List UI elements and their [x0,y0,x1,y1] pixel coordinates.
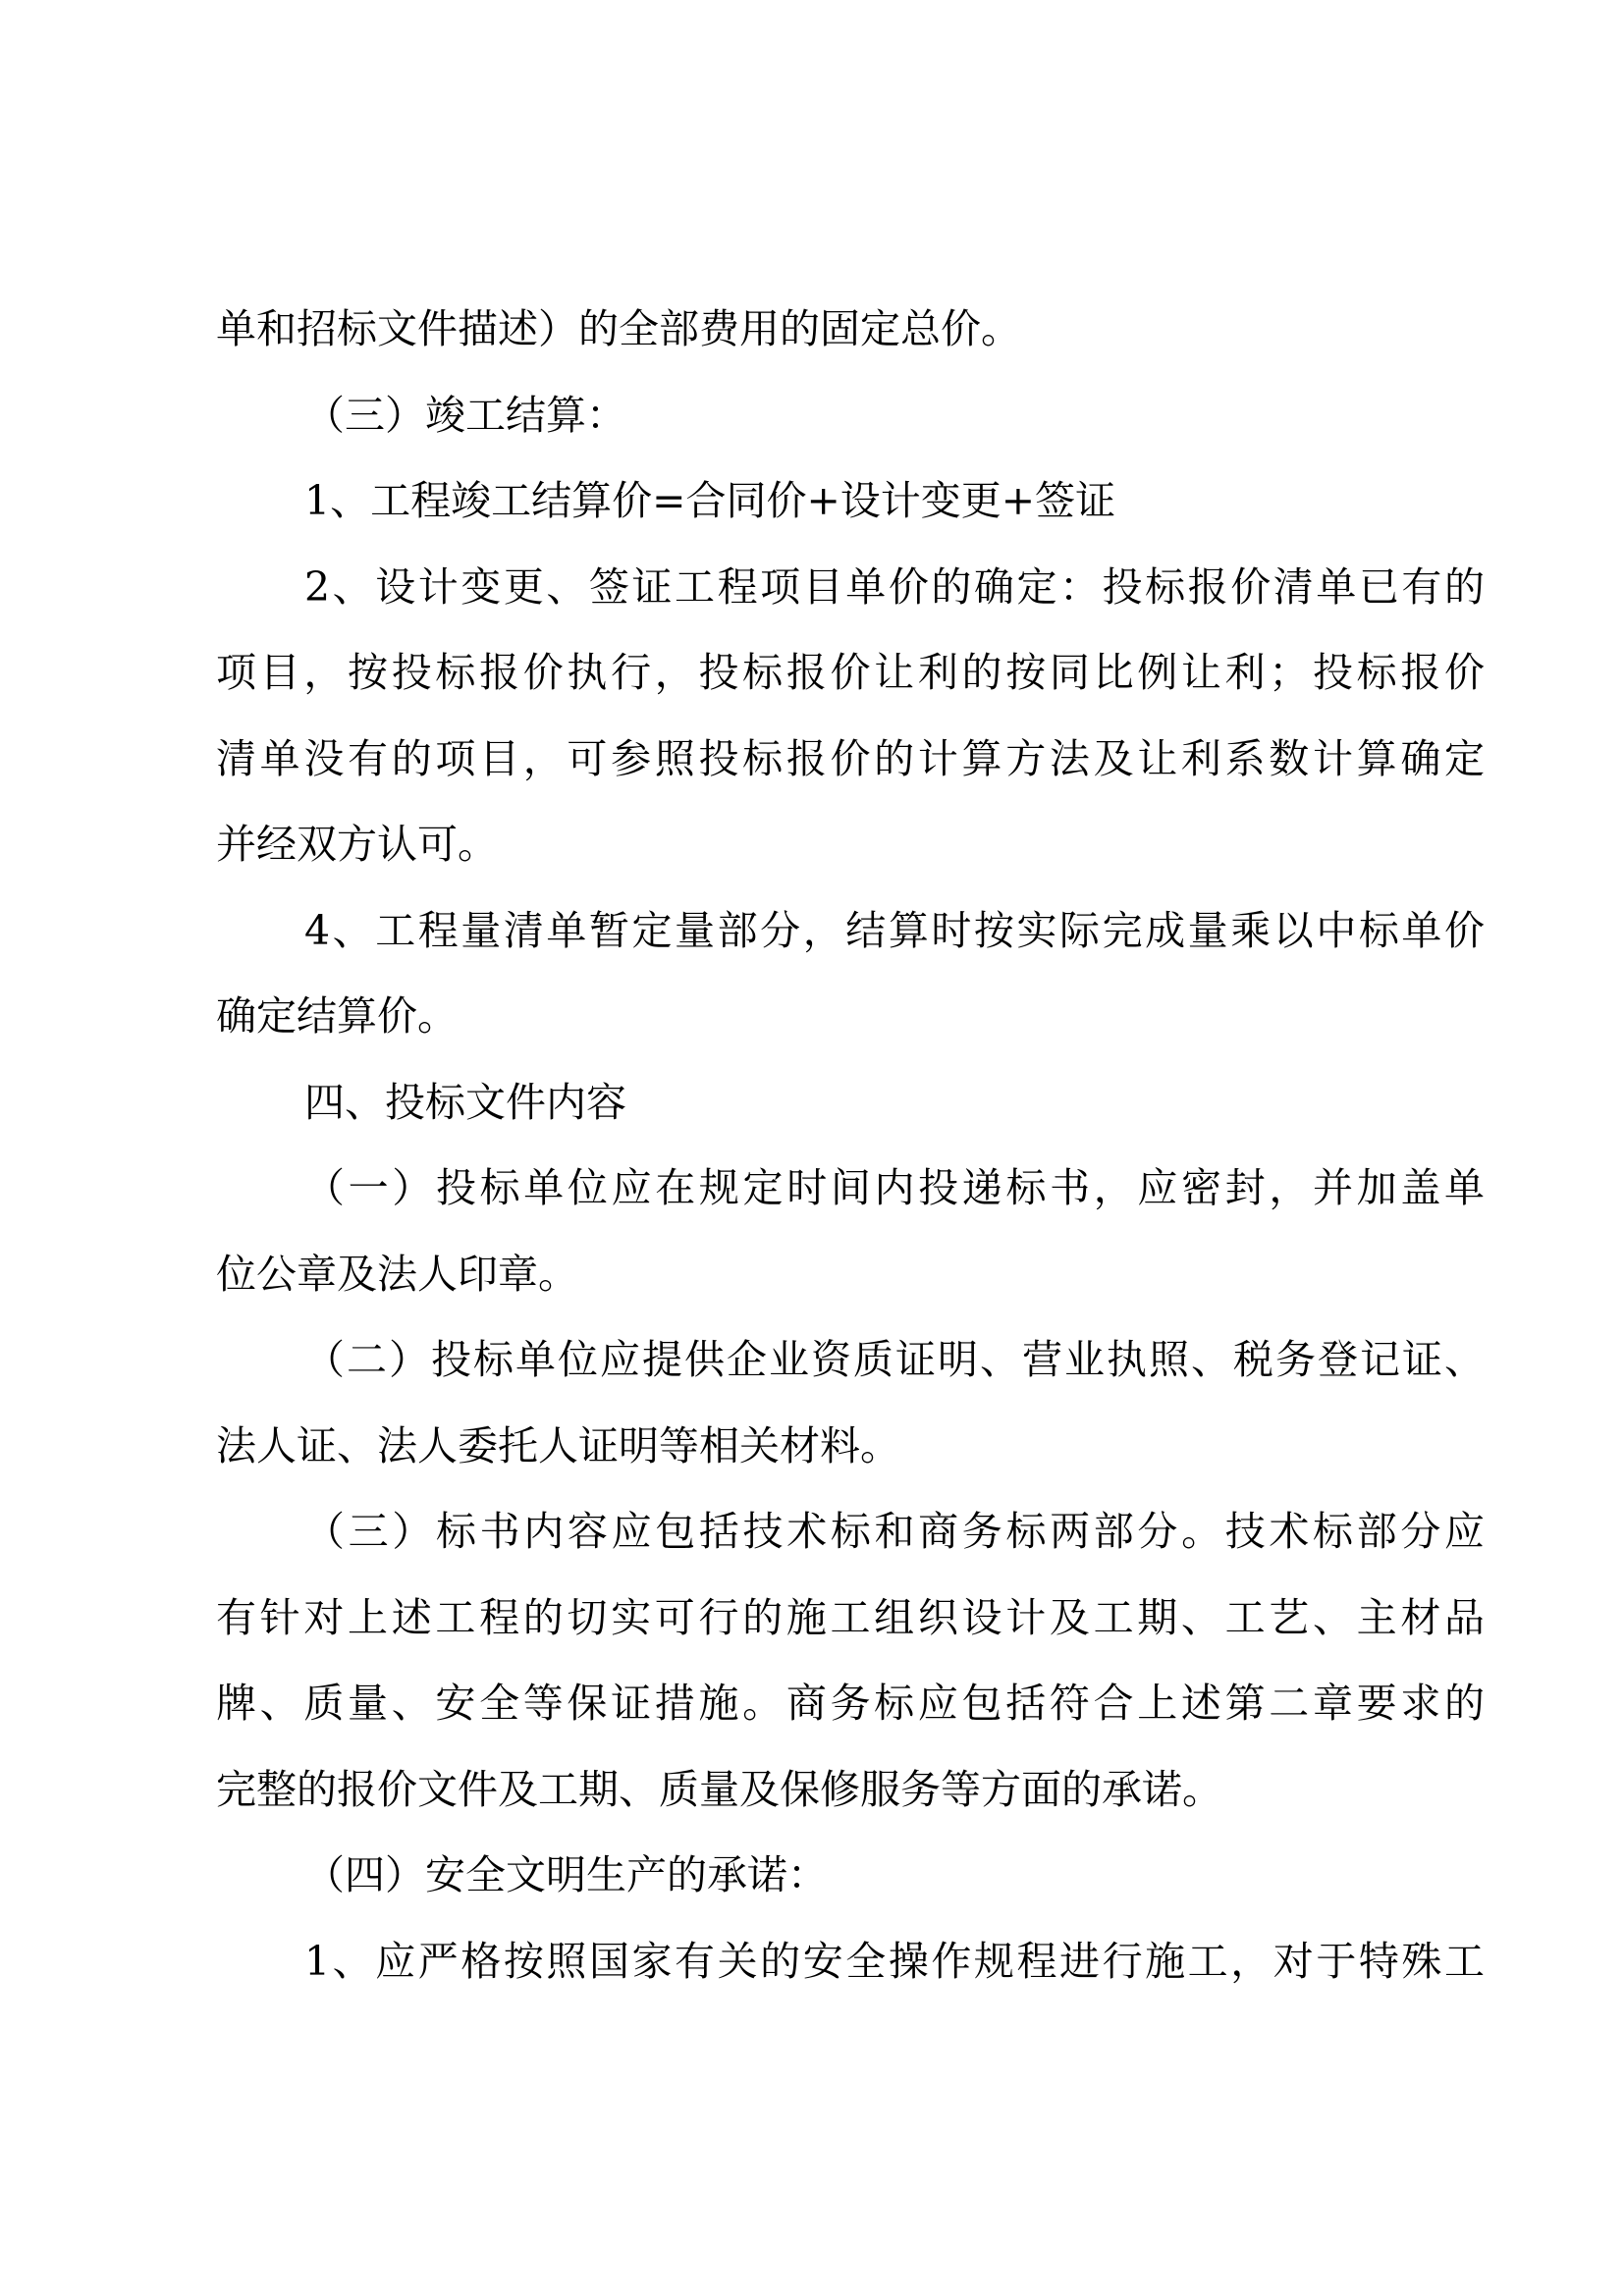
text-line: 清单没有的项目，可参照投标报价的计算方法及让利系数计算确定 [216,734,1485,782]
text-line: 1、应严格按照国家有关的安全操作规程进行施工，对于特殊工 [304,1937,1485,1985]
text-line: 1、工程竣工结算价=合同价+设计变更+签证 [304,477,1116,524]
text-line: 四、投标文件内容 [304,1078,626,1126]
text-line: 完整的报价文件及工期、质量及保修服务等方面的承诺。 [216,1765,1222,1813]
text-line: （三）竣工结算： [304,391,626,439]
text-line: （三）标书内容应包括技术标和商务标两部分。技术标部分应 [304,1508,1485,1555]
text-line: 单和招标文件描述）的全部费用的固定总价。 [216,305,1021,352]
text-line: 有针对上述工程的切实可行的施工组织设计及工期、工艺、主材品 [216,1593,1485,1641]
text-line: 并经双方认可。 [216,821,498,868]
text-line: 位公章及法人印章。 [216,1250,578,1298]
text-line: 项目，按投标报价执行，投标报价让利的按同比例让利；投标报价 [216,649,1485,696]
text-line: 2、设计变更、签证工程项目单价的确定：投标报价清单已有的 [304,562,1485,611]
document-body [216,287,1485,2004]
text-line: 确定结算价。 [216,992,458,1040]
text-line: 4、工程量清单暂定量部分，结算时按实际完成量乘以中标单价 [304,906,1485,954]
text-line: （四）安全文明生产的承诺： [304,1851,828,1898]
text-line: （二）投标单位应提供企业资质证明、营业执照、税务登记证、 [304,1336,1485,1383]
text-line: 法人证、法人委托人证明等相关材料。 [216,1421,900,1469]
text-line: （一）投标单位应在规定时间内投递标书，应密封，并加盖单 [304,1164,1485,1211]
text-line: 牌、质量、安全等保证措施。商务标应包括符合上述第二章要求的 [216,1680,1485,1727]
